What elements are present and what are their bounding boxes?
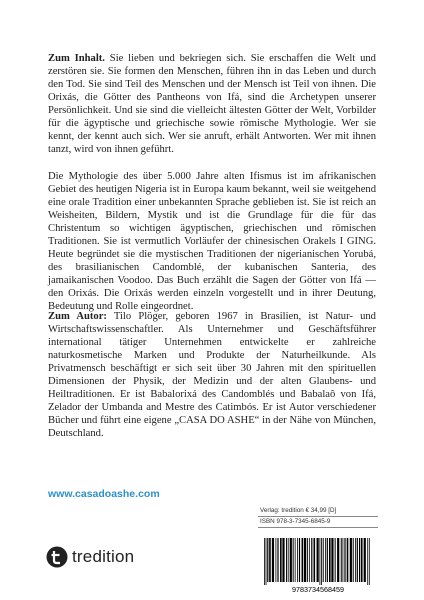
barcode-bar (272, 538, 274, 582)
barcode-bar (282, 538, 284, 582)
barcode-bar (335, 538, 336, 582)
barcode-bar (299, 538, 300, 582)
barcode-bar (320, 538, 321, 585)
barcode-bar (357, 538, 358, 582)
barcode-bar (280, 538, 282, 582)
barcode-bar (321, 538, 322, 585)
isbn-line: ISBN 978-3-7345-6845-9 (258, 517, 378, 528)
inhalt-paragraph (48, 52, 376, 156)
inhalt-heading: Zum Inhalt. (48, 53, 105, 64)
barcode-bar (327, 538, 328, 582)
barcode-bar (297, 538, 298, 582)
barcode-bar (369, 538, 370, 585)
inhalt-text: Sie lieben und bekriegen sich. Sie erschaffen die Welt und zerstören sie. Sie formen den Menschen, führen ihn in das Leben und durch den Tod. Sie sind Teil des Menschen und der Mensch ist Teil von ihnen. Die Orixás, die Götter des Pantheons von Ifá, sind die Archetypen unserer Persönlichkeit. Und sie sind die vielleicht ältesten Götter der Welt, Vorbilder für die ägyptische und griechische sowie römische Mythologie. Wer sie kennt, der kennt auch sich. Wer sie anruft, erhält Antworten. Wer mit ihnen tanzt, wird von ihnen geführt. (48, 53, 376, 155)
tredition-logo-word: tredition (72, 547, 135, 566)
tredition-logo (46, 546, 134, 568)
barcode-bar (286, 538, 287, 582)
barcode-bar (276, 538, 277, 582)
barcode-bar (341, 538, 342, 582)
barcode (258, 536, 378, 594)
mythologie-paragraph: Die Mythologie des über 5.000 Jahre alten Ifismus ist im afrikanischen Gebiet des heutigen Nigeria ist in Europa kaum bekannt, weil sie weitgehend eine orale Tradition einer unbekannten Sprache geblieben ist. Sie ist reich an Weisheiten, Bildern, Mystik und ist die Grundlage für die für das Christentum so wichtigen ägyptischen, griechischen und römischen Traditionen. Sie ist vermutlich Vorläufer der chinesischen Orakels I GING. Heute begründet sie die mystischen Traditionen der nigerianischen Yorubá, des brasilianischen Candomblé, der kubanischen Santeria, des jamaikanischen Voodoo. Das Buch erzählt die Sagen der Götter von Ifá — den Orixás. Die Orixás werden einzeln vorgestellt und in ihrer Deutung, Bedeutung und Rolle eingeordnet. (48, 171, 376, 312)
barcode-bar (266, 538, 267, 585)
barcode-bar (304, 538, 306, 582)
website-link[interactable]: www.casadoashe.com (48, 488, 160, 500)
autor-text: Tilo Plöger, geboren 1967 in Brasilien, ist Natur- und Wirtschaftswissenschaftler. Als Unternehmer und Geschäftsführer international tätiger Unternehmen entwickelte er zahlreiche naturkosmetische Marken und Produkte der Naturheilkunde. Als Privatmensch beschäftigt er sich seit über 30 Jahren mit den spirituellen Dimensionen der Physik, der Medizin und der alten Glaubens- und Heiltraditionen. Er ist Babalorixá des Candomblés und Babalaô von Ifá, Zelador der Umbanda and Mestre des Catimbós. Er ist Autor verschiedener Bücher und führt eine eigene „CASA DO ASHE“ in der Nähe von München, Deutschland. (48, 311, 376, 439)
barcode-bar (347, 538, 349, 582)
barcode-bar (323, 538, 324, 582)
barcode-bar (269, 538, 271, 582)
barcode-bar (367, 538, 368, 585)
barcode-bar (264, 538, 265, 585)
barcode-bar (364, 538, 366, 582)
barcode-bar (288, 538, 289, 582)
tredition-logo-icon (46, 546, 68, 568)
barcode-bar (307, 538, 308, 582)
barcode-bar (267, 538, 268, 582)
autor-heading: Zum Autor: (48, 311, 107, 322)
barcode-bar (293, 538, 294, 582)
barcode-bar (329, 538, 331, 582)
barcode-bar (359, 538, 360, 582)
barcode-bar (290, 538, 292, 582)
barcode-bar (353, 538, 354, 582)
barcode-bar (337, 538, 339, 582)
barcode-bar (350, 538, 352, 582)
barcode-bar (277, 538, 278, 582)
barcode-bar (344, 538, 345, 582)
barcode-bar (361, 538, 363, 582)
barcode-bar (311, 538, 312, 582)
barcode-bar (343, 538, 344, 582)
barcode-bar (325, 538, 326, 582)
barcode-bar (295, 538, 296, 582)
price-box (258, 506, 378, 528)
barcode-bar (302, 538, 304, 582)
barcode-bar (314, 538, 316, 582)
barcode-bar (331, 538, 333, 582)
autor-paragraph (48, 310, 376, 440)
barcode-bar (309, 538, 310, 582)
barcode-bar (355, 538, 356, 582)
barcode-bar (317, 538, 319, 582)
price-line: Verlag: tredition € 34,99 [D] (258, 506, 378, 517)
barcode-number: 9783734568459 (292, 585, 344, 594)
